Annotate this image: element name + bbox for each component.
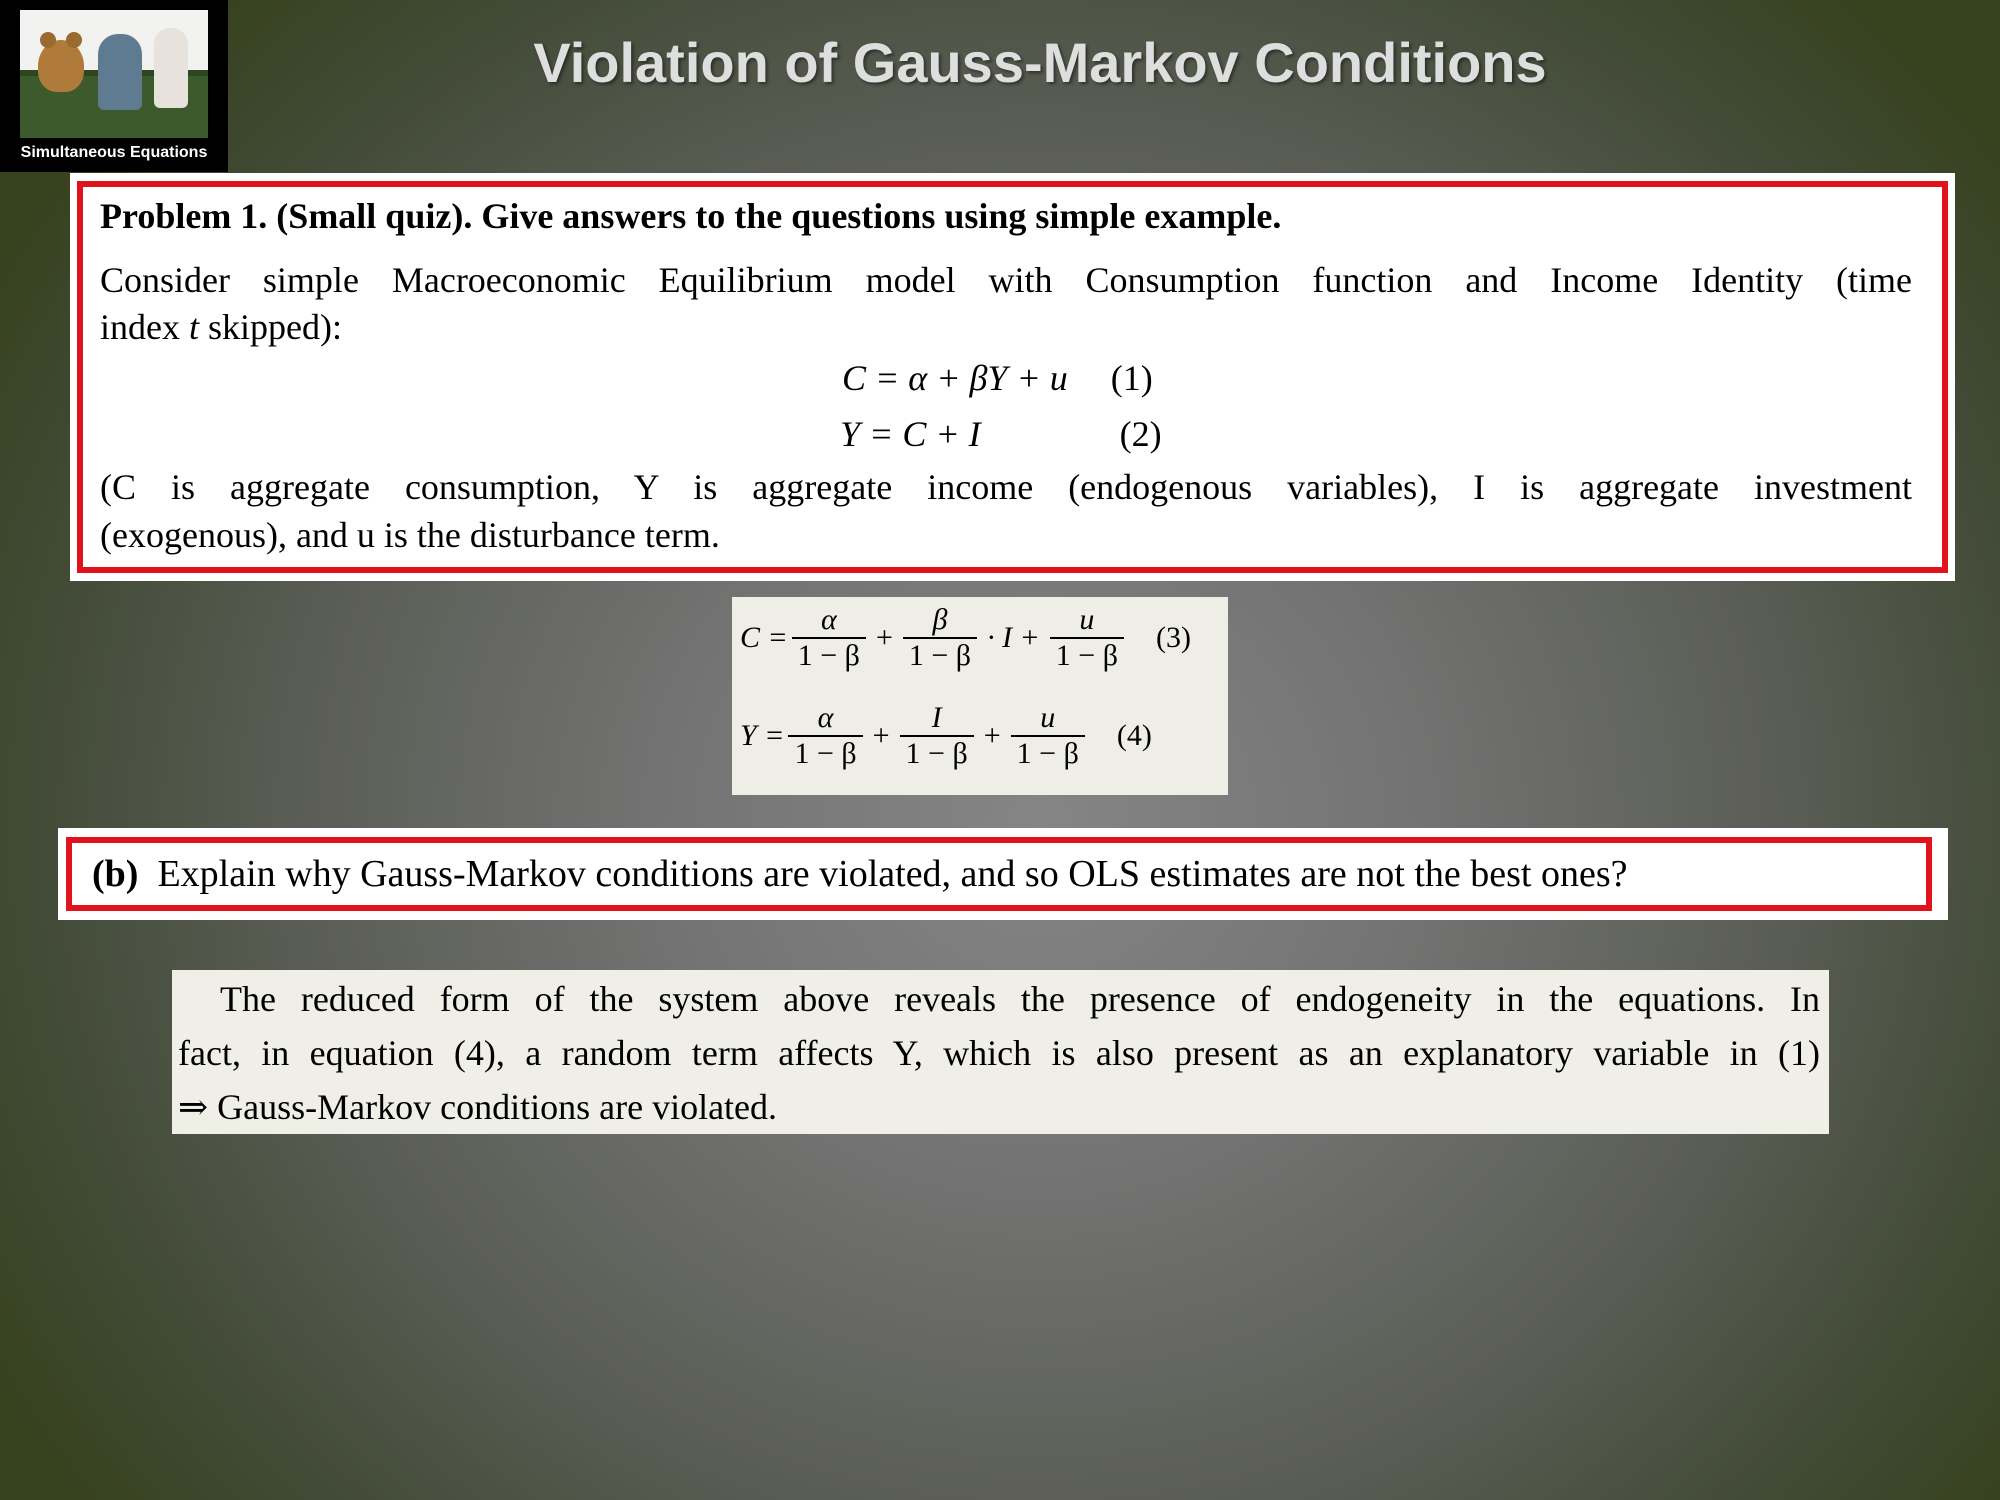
eq2-number: (2) [1119, 414, 1162, 454]
eq3-frac-3 [1050, 603, 1124, 673]
eq4-frac-2 [900, 701, 974, 771]
eq3-frac-1 [792, 603, 866, 673]
equation-2 [840, 413, 1162, 455]
eq3-frac-1-num: α [820, 603, 837, 636]
question-text [92, 852, 1628, 896]
man-shape [98, 34, 142, 110]
eq1-lhs: C [842, 358, 867, 398]
eq3-frac-3-num: u [1079, 603, 1095, 636]
answer-line3: ⇒ Gauss-Markov conditions are violated. [178, 1087, 778, 1127]
problem-box [70, 173, 1955, 581]
reduced-form-box [732, 597, 1228, 795]
intro-text-b: skipped): [199, 307, 342, 347]
eq3-mid: · I + [987, 621, 1040, 654]
woman-shape [154, 28, 188, 108]
equation-3 [740, 603, 1191, 673]
slide-title: Violation of Gauss-Markov Conditions [533, 31, 1547, 94]
equation-1 [842, 357, 1153, 399]
answer-line1: The reduced form of the system above reveals the presence of endogeneity in the equations. In [220, 979, 1820, 1019]
problem-intro-line1: Consider simple Macroeconomic Equilibrium model with Consumption function and Income Identity (time [100, 260, 1912, 300]
eq4-number: (4) [1116, 719, 1152, 752]
equation-4 [740, 701, 1152, 771]
eq4-frac-3 [1011, 701, 1085, 771]
answer-box [172, 970, 1829, 1134]
eq2-rhs: = C + I [869, 414, 981, 454]
eq4-frac-3-num: u [1040, 701, 1056, 734]
problem-intro-line2 [100, 306, 1912, 348]
question-box [58, 828, 1948, 920]
eq3-frac-1-den: 1 − β [792, 637, 866, 673]
eq4-frac-1-den: 1 − β [788, 735, 862, 771]
eq1-number: (1) [1110, 358, 1153, 398]
eq3-number: (3) [1155, 621, 1191, 654]
eq2-lhs: Y [840, 414, 861, 454]
eq4-lhs: Y = [740, 719, 785, 752]
question-label: (b) [92, 853, 139, 895]
eq3-lhs: C = [740, 621, 788, 654]
eq3-frac-3-den: 1 − β [1050, 637, 1124, 673]
eq4-frac-1-num: α [817, 701, 834, 734]
intro-var-t: t [188, 307, 199, 347]
eq4-plus-1: + [872, 719, 890, 752]
eq4-frac-1 [788, 701, 862, 771]
eq3-frac-2 [903, 603, 977, 673]
answer-line2: fact, in equation (4), a random term affects Y, which is also present as an explanatory variable in (1) [178, 1033, 1820, 1073]
eq4-frac-2-den: 1 − β [900, 735, 974, 771]
eq4-frac-2-num: I [931, 701, 942, 734]
eq4-plus-2: + [983, 719, 1001, 752]
teddy-bear-shape [38, 40, 84, 92]
eq4-frac-3-den: 1 − β [1011, 735, 1085, 771]
eq3-frac-2-den: 1 − β [903, 637, 977, 673]
eq3-frac-2-num: β [932, 603, 948, 636]
problem-heading: Problem 1. (Small quiz). Give answers to the questions using simple example. [100, 196, 1282, 236]
logo [0, 0, 228, 172]
question-body: Explain why Gauss-Markov conditions are violated, and so OLS estimates are not the best ones? [157, 853, 1628, 895]
problem-definition-line2: (exogenous), and u is the disturbance term. [100, 515, 720, 555]
intro-text-a: index [100, 307, 189, 347]
logo-caption: Simultaneous Equations [20, 144, 208, 161]
problem-definition-line1: (C is aggregate consumption, Y is aggregate income (endogenous variables), I is aggregate investment [100, 467, 1912, 507]
eq1-rhs: = α + βY + u [875, 358, 1068, 398]
eq3-plus-1: + [875, 621, 893, 654]
logo-image [20, 10, 208, 138]
